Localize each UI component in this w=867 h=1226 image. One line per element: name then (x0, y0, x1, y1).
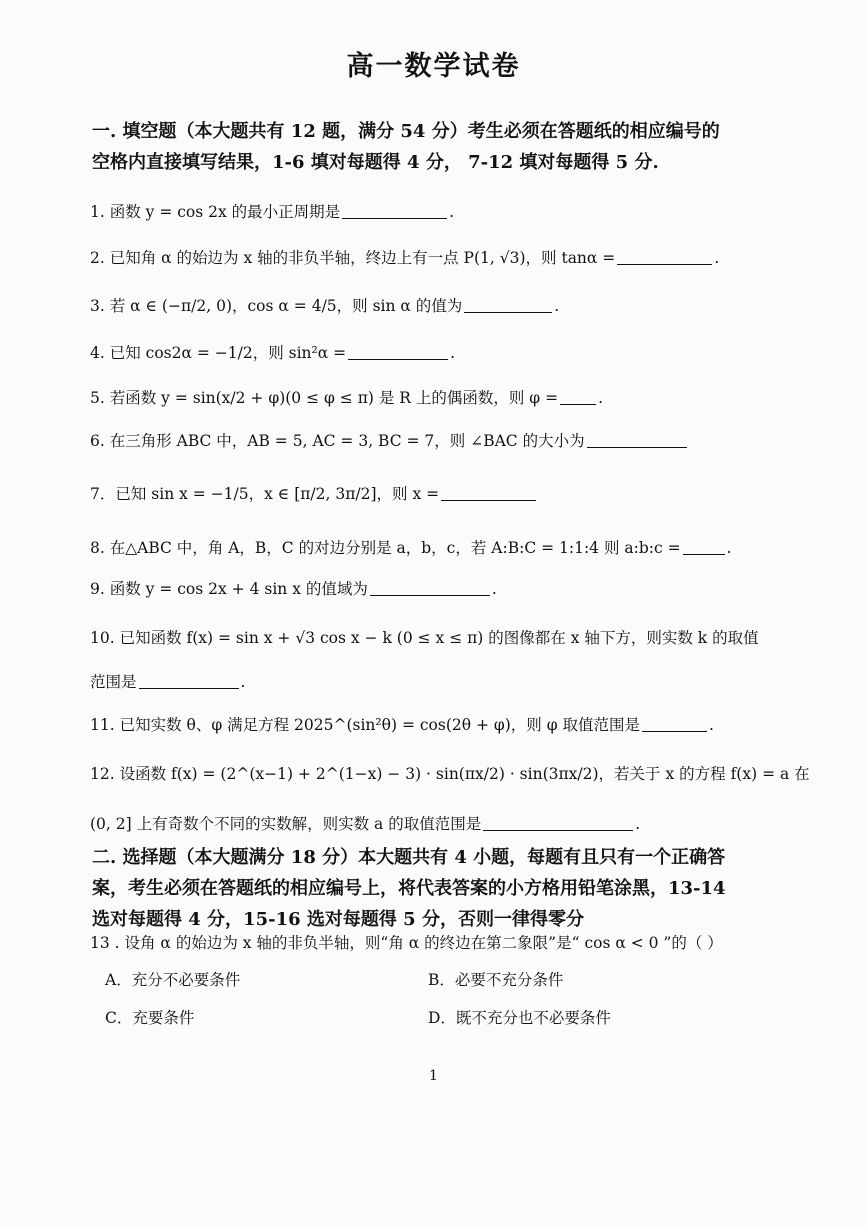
question-3-text: 3. 若 α ∈ (−π/2, 0)，cos α = 4/5，则 sin α 的值为 (90, 297, 463, 315)
question-10 (90, 626, 759, 648)
question-12-continued: (0, 2] 上有奇数个不同的实数解，则实数 a 的取值范围是 . (90, 815, 641, 833)
answer-blank (560, 389, 596, 406)
page-number: 1 (429, 1068, 438, 1084)
question-11: 11. 已知实数 θ、φ 满足方程 2025^(sin²θ) = cos(2θ + φ)，则 φ 取值范围是 . (90, 716, 714, 734)
answer-blank (617, 249, 712, 266)
question-13-option-d: D．既不充分也不必要条件 (428, 1009, 611, 1027)
question-10-text: 10. 已知函数 f(x) = sin x + √3 cos x − k (0 ≤ x ≤ π) 的图像都在 x 轴下方，则实数 k 的取值 (90, 629, 759, 647)
answer-blank (348, 344, 448, 361)
question-13: 13 . 设角 α 的始边为 x 轴的非负半轴，则“角 α 的终边在第二象限”是“ cos α < 0 ”的（ ） (90, 934, 723, 952)
answer-blank (441, 485, 536, 502)
question-13-option-c: C．充要条件 (105, 1009, 195, 1027)
answer-blank (464, 297, 552, 314)
section-2-heading (92, 842, 726, 935)
question-13-option-b: B．必要不充分条件 (428, 971, 564, 989)
section-2-line-3: 选对每题得 4 分，15-16 选对每题得 5 分，否则一律得零分 (92, 909, 584, 930)
question-7 (90, 482, 538, 504)
question-10-text-2: 范围是 (90, 673, 137, 691)
question-9-text: 9. 函数 y = cos 2x + 4 sin x 的值域为 (90, 580, 368, 598)
question-10-continued: 范围是 . (90, 673, 246, 691)
answer-blank (483, 815, 633, 832)
question-12-text-2: (0, 2] 上有奇数个不同的实数解，则实数 a 的取值范围是 (90, 815, 482, 833)
page-title: 高一数学试卷 (346, 51, 521, 82)
question-12 (90, 762, 810, 784)
section-2-line-1: 二. 选择题（本大题满分 18 分）本大题共有 4 小题，每题有且只有一个正确答 (92, 847, 726, 868)
section-2-line-2: 案，考生必须在答题纸的相应编号上，将代表答案的小方格用铅笔涂黑，13-14 (92, 878, 726, 899)
question-7-text: 7．已知 sin x = −1/5，x ∈ [π/2, 3π/2]，则 x = (90, 485, 440, 503)
question-5-text: 5. 若函数 y = sin(x/2 + φ)(0 ≤ φ ≤ π) 是 R 上的偶函数，则 φ = (90, 389, 559, 407)
section-1-heading (92, 116, 720, 178)
question-4: 4. 已知 cos2α = −1/2，则 sin²α = . (90, 344, 456, 362)
question-1: 1. 函数 y = cos 2x 的最小正周期是 . (90, 203, 455, 221)
answer-blank (370, 580, 490, 597)
question-8-text: 8. 在△ABC 中，角 A，B，C 的对边分别是 a，b，c，若 A:B:C = 1:1:4 则 a:b:c = (90, 539, 681, 557)
section-1-line-1: 一. 填空题（本大题共有 12 题，满分 54 分）考生必须在答题纸的相应编号的 (92, 121, 720, 142)
answer-blank (587, 432, 687, 449)
question-11-text: 11. 已知实数 θ、φ 满足方程 2025^(sin²θ) = cos(2θ + φ)，则 φ 取值范围是 (90, 716, 641, 734)
answer-blank (642, 716, 707, 733)
question-3: 3. 若 α ∈ (−π/2, 0)，cos α = 4/5，则 sin α 的值为 . (90, 297, 560, 315)
question-4-text: 4. 已知 cos2α = −1/2，则 sin²α = (90, 344, 347, 362)
question-6 (90, 429, 689, 451)
question-8: 8. 在△ABC 中，角 A，B，C 的对边分别是 a，b，c，若 A:B:C = 1:1:4 则 a:b:c = . (90, 539, 732, 557)
question-5: 5. 若函数 y = sin(x/2 + φ)(0 ≤ φ ≤ π) 是 R 上的偶函数，则 φ = . (90, 389, 604, 407)
answer-blank (342, 203, 447, 220)
question-2: 2. 已知角 α 的始边为 x 轴的非负半轴，终边上有一点 P(1, √3)，则 tanα = . (90, 249, 720, 267)
question-6-text: 6. 在三角形 ABC 中，AB = 5, AC = 3, BC = 7，则 ∠BAC 的大小为 (90, 432, 585, 450)
question-1-text: 1. 函数 y = cos 2x 的最小正周期是 (90, 203, 341, 221)
answer-blank (683, 539, 725, 556)
answer-blank (139, 673, 239, 690)
question-2-text: 2. 已知角 α 的始边为 x 轴的非负半轴，终边上有一点 P(1, √3)，则 tanα = (90, 249, 616, 267)
question-13-option-a: A．充分不必要条件 (105, 971, 241, 989)
question-12-text: 12. 设函数 f(x) = (2^(x−1) + 2^(1−x) − 3) · sin(πx/2) · sin(3πx/2)，若关于 x 的方程 f(x) = a 在 (90, 765, 810, 783)
question-9: 9. 函数 y = cos 2x + 4 sin x 的值域为 . (90, 580, 497, 598)
section-1-line-2: 空格内直接填写结果，1-6 填对每题得 4 分， 7-12 填对每题得 5 分. (92, 152, 659, 173)
